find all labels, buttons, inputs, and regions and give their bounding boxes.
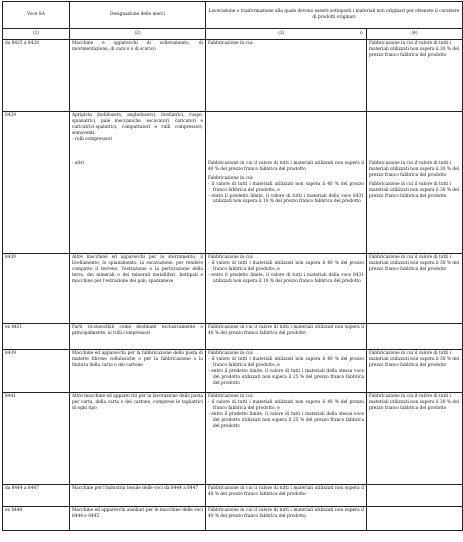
header-voce-sa: Voce SA xyxy=(3,2,70,29)
rule-text: Fabbricazione in cui il valore di tutti i materiali utilizzati non supera il 30 % del prezzo franco fabbrica del prodotto xyxy=(369,181,459,199)
rule-list xyxy=(208,182,364,206)
rule-list xyxy=(208,357,364,387)
row-rule-col4 xyxy=(367,324,463,350)
row-description: Altre macchine ed apparecchi per lo sterramento, il livellamento, lo spianamento, la escavazione, per rendere compatto il terreno, l'estrazione o la perforazione della terra, dei minerali o dei minerali metalliferi, battipali e macchine per l'estrazione dei pali; spazzaneve xyxy=(70,254,206,324)
rule-list xyxy=(208,400,364,430)
rule-list xyxy=(208,261,364,285)
row-description: Macchine e apparecchi di sollevamento, di movimentazione, di carico o di scarico xyxy=(70,40,206,112)
row-description: Macchine ed apparecchi per la fabbricazione della pasta di materie fibrose cellulosiche o per la fabbricazione o la finitura della carta o del cartone xyxy=(70,350,206,393)
table-header-row xyxy=(3,2,463,29)
row-rule-col3: Fabbricazione in cui: xyxy=(206,40,367,112)
row-code: 8430 xyxy=(3,254,70,324)
row-description: Macchine per l'industria tessile delle voci da 8444 a 8447 xyxy=(70,485,206,507)
column-number-3: (3) xyxy=(206,29,357,40)
rule-list-item: - il valore di tutti i materiali utilizzati non supera il 40 % del prezzo franco fabbrica del prodotto, e xyxy=(208,261,364,273)
row-rule-col3: Fabbricazione in cui il valore di tutti i materiali utilizzati non supera il 40 % del prezzo franco fabbrica del prodotto xyxy=(206,485,367,507)
column-number-row xyxy=(3,29,463,40)
row-rule-col4: Fabbricazione in cui il valore di tutti i materiali utilizzati non supera il 30 % del prezzo franco fabbrica del prodotto xyxy=(367,254,463,324)
rule-text: Fabbricazione in cui il valore di tutti i materiali utilizzati non supera il 30 % del prezzo franco fabbrica del prodotto xyxy=(369,161,459,178)
row-code: da 8444 a 8447 xyxy=(3,485,70,507)
row-code: 8441 xyxy=(3,393,70,485)
row-description: Parti riconoscibili come destinate esclusivamente o principalmente, ai rulli compressori xyxy=(70,324,206,350)
row-description xyxy=(70,112,206,254)
header-lavorazione: Lavorazione o trasformazione alla quale devono essere sottoposti i materiali non originari per ottenere il carattere di prodotti originari xyxy=(206,2,463,29)
column-number-2: (2) xyxy=(70,29,206,40)
rule-intro: Fabbricazione in cui: xyxy=(208,255,254,260)
row-code: ex 8431 xyxy=(3,324,70,350)
row-code: 8429 xyxy=(3,112,70,254)
rule-list-item: - il valore di tutti i materiali utilizzati non supera il 40 % del prezzo franco fabbrica del prodotto, e xyxy=(208,400,364,412)
table-row xyxy=(3,112,463,254)
column-or-marker: o xyxy=(357,29,367,40)
row-rule-col4: Fabbricazione in cui il valore di tutti i materiali utilizzati non supera il 30 % del prezzo franco fabbrica del prodotto xyxy=(367,40,463,112)
row-code: 8439 xyxy=(3,350,70,393)
rule-text: Fabbricazione in cui il valore di tutti i materiali utilizzati non supera il 40 % del prezzo franco fabbrica del prodotto xyxy=(208,161,364,172)
rule-list-item: - entro il predetto limite, il valore di tutti i materiali della stessa voce del prodotto utilizzati non supera il 25 % del prezzo franco fabbrica del prodotto xyxy=(208,369,364,387)
rule-intro: Fabbricazione in cui: xyxy=(208,394,254,399)
rule-list-item: - il valore di tutti i materiali utilizzati non supera il 40 % del prezzo franco fabbrica del prodotto, e xyxy=(208,182,364,194)
row-rule-col3: Fabbricazione in cui il valore di tutti i materiali utilizzati non supera il 40 % del prezzo franco fabbrica del prodotto xyxy=(206,324,367,350)
row-description: Altre macchine ed apparecchi per la lavorazione della pasta per carta, della carta o del cartone, comprese le tagliatrici di ogni tipo xyxy=(70,393,206,485)
column-number-1: (1) xyxy=(3,29,70,40)
row-code: ex 8448 xyxy=(3,507,70,531)
row-rule-col4: Fabbricazione in cui il valore di tutti i materiali utilizzati non supera il 30 % del prezzo franco fabbrica del prodotto xyxy=(367,350,463,393)
row-subitem-label: - rulli compressori xyxy=(72,136,112,142)
row-description: Macchine ed apparecchi ausiliari per le macchine delle voci 8444 e 8445 xyxy=(70,507,206,531)
rule-list-item: - entro il predetto limite, il valore di tutti i materiali della voce 8431 utilizzati non supera il 10 % del prezzo franco fabbrica del prodotto xyxy=(208,273,364,285)
row-rule-col3: Fabbricazione in cui il valore di tutti i materiali utilizzati non supera il 40 % del prezzo franco fabbrica del prodotto xyxy=(206,507,367,531)
table-row xyxy=(3,40,463,112)
row-rule-col3 xyxy=(206,393,367,485)
table-row xyxy=(3,350,463,393)
rule-list-item: - entro il predetto limite, il valore di tutti i materiali della stessa voce del prodotto utilizzati non supera il 25 % del prezzo franco fabbrica del prodotto xyxy=(208,412,364,430)
table-row xyxy=(3,485,463,507)
document-page xyxy=(2,1,462,541)
table-row xyxy=(3,254,463,324)
rule-intro: Fabbricazione in cui: xyxy=(208,175,254,181)
row-rule-col3 xyxy=(206,112,367,254)
rules-table xyxy=(2,1,463,531)
row-code: da 8425 a 8428 xyxy=(3,40,70,112)
rule-list-item: - entro il predetto limite, il valore di tutti i materiali della voce 8431 utilizzati non supera il 10 % del prezzo franco fabbrica del prodotto xyxy=(208,194,364,206)
rule-list-item: - il valore di tutti i materiali utilizzati non supera il 40 % del prezzo franco fabbrica del prodotto, e xyxy=(208,357,364,369)
row-rule-col4 xyxy=(367,507,463,531)
table-row xyxy=(3,507,463,531)
row-rule-col4 xyxy=(367,485,463,507)
row-subitem-label: - altri xyxy=(72,160,84,166)
table-row xyxy=(3,324,463,350)
header-designazione: Designazione delle merci xyxy=(70,2,206,29)
table-row xyxy=(3,393,463,485)
row-rule-col3 xyxy=(206,350,367,393)
column-number-4: (4) xyxy=(367,29,463,40)
row-rule-col4: Fabbricazione in cui il valore di tutti i materiali utilizzati non supera il 30 % del prezzo franco fabbrica del prodotto xyxy=(367,393,463,485)
row-rule-col4 xyxy=(367,112,463,254)
rule-intro: Fabbricazione in cui: xyxy=(208,351,254,356)
row-description-main: Apripista (bulldozers, angledozers), livellatrici, ruspe, spianatrici, pale meccaniche, escavatori, caricatori e caricatrici-spalatrici, compattatori e rulli compressori, semoventi: xyxy=(72,113,203,136)
row-rule-col3 xyxy=(206,254,367,324)
